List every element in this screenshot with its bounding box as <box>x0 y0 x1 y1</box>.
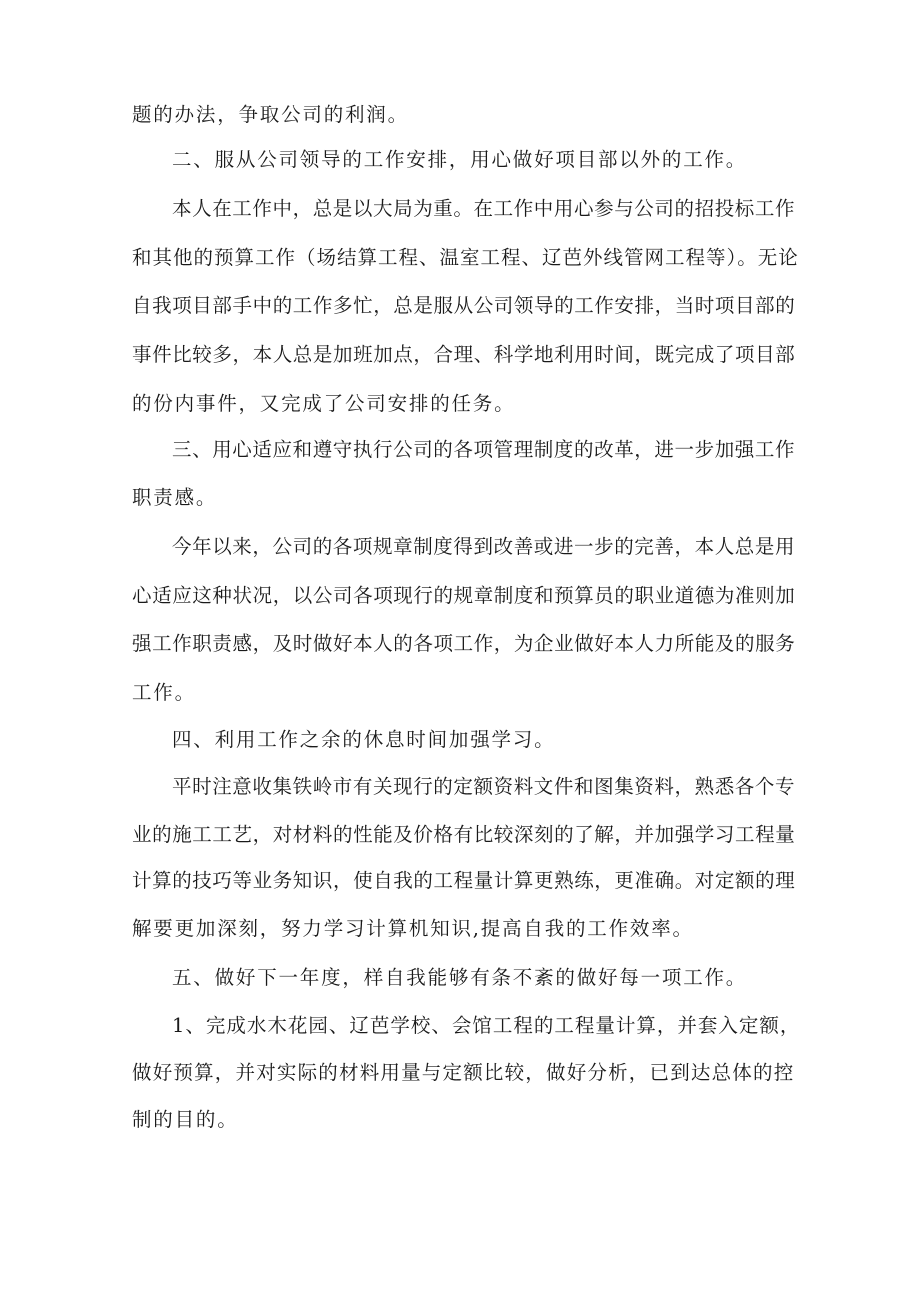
section-heading: 二、服从公司领导的工作安排，用心做好项目部以外的工作。 <box>172 148 748 171</box>
text-line: 解要更加深刻，努力学习计算机知识,提高自我的工作效率。 <box>132 917 694 940</box>
text-line: 事件比较多，本人总是加班加点，合理、科学地利用时间，既完成了项目部 <box>132 343 796 366</box>
text-line: 本人在工作中，总是以大局为重。在工作中用心参与公司的招投标工作 <box>172 197 796 220</box>
text-line: 工作。 <box>132 681 196 704</box>
section-heading-continued: 职责感。 <box>132 486 218 509</box>
text-line: 心适应这种状况，以公司各项现行的规章制度和预算员的职业道德为准则加 <box>132 584 796 607</box>
text-line: 平时注意收集铁岭市有关现行的定额资料文件和图集资料，熟悉各个专 <box>172 775 796 798</box>
text-line: 的份内事件，又完成了公司安排的任务。 <box>132 392 516 415</box>
section-heading: 四、利用工作之余的休息时间加强学习。 <box>172 728 556 751</box>
section-heading: 三、用心适应和遵守执行公司的各项管理制度的改革，进一步加强工作 <box>172 438 796 461</box>
text-line: 自我项目部手中的工作多忙，总是服从公司领导的工作安排，当时项目部的 <box>132 294 796 317</box>
text-line: 制的目的。 <box>132 1108 239 1131</box>
text-line: 今年以来，公司的各项规章制度得到改善或进一步的完善，本人总是用 <box>172 535 796 558</box>
text-line: 和其他的预算工作（场结算工程、温室工程、辽芭外线管网工程等）。无论 <box>132 246 799 269</box>
text-line: 计算的技巧等业务知识，使自我的工程量计算更熟练，更准确。对定额的理 <box>132 869 796 892</box>
text-line: 业的施工工艺，对材料的性能及价格有比较深刻的了解，并加强学习工程量 <box>132 823 796 846</box>
text-line: 题的办法，争取公司的利润。 <box>132 103 409 126</box>
section-heading: 五、做好下一年度，样自我能够有条不紊的做好每一项工作。 <box>172 966 748 989</box>
text-line: 强工作职责感，及时做好本人的各项工作，为企业做好本人力所能及的服务 <box>132 632 796 655</box>
list-item: 1、完成水木花园、辽芭学校、会馆工程的工程量计算，并套入定额， <box>172 1014 801 1037</box>
text-line: 做好预算，并对实际的材料用量与定额比较，做好分析，已到达总体的控 <box>132 1061 795 1084</box>
